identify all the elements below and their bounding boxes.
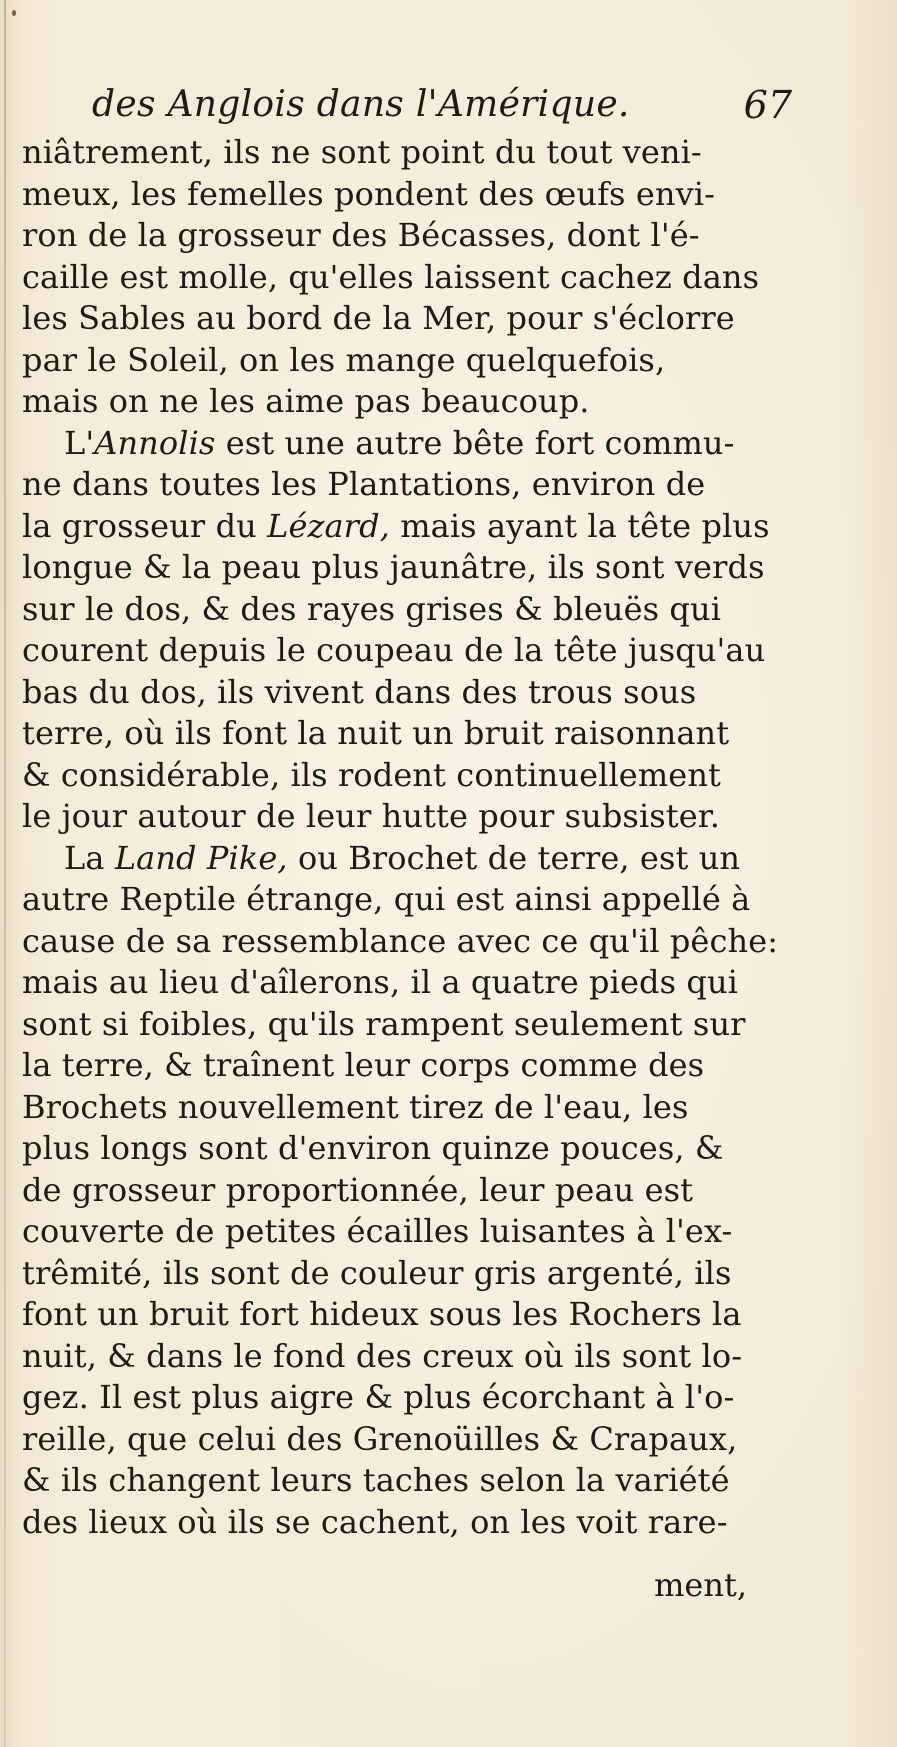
body-text	[22, 132, 779, 1543]
text-span: La	[64, 838, 115, 877]
text-span: la grosseur du	[22, 506, 268, 545]
running-head: des Anglois dans l'Amérique.	[92, 84, 630, 125]
text-span: L'	[64, 423, 95, 462]
text-span: ou Brochet de terre, est un	[287, 838, 741, 877]
text-line: courent depuis le coupeau de la tête jusqu'au	[22, 631, 766, 669]
page-header	[92, 80, 792, 130]
text-line	[22, 506, 770, 548]
text-line: & ils changent leurs taches selon la variété	[22, 1461, 730, 1499]
text-line: mais on ne les aime pas beaucoup.	[22, 382, 590, 420]
text-line: bas du dos, ils vivent dans des trous sous	[22, 672, 697, 711]
text-line: cause de sa ressemblance avec ce qu'il pêche:	[22, 921, 779, 960]
text-line: trêmité, ils sont de couleur gris argenté, ils	[22, 1253, 732, 1292]
gutter-shadow	[4, 0, 6, 1747]
paragraph-start-land-pike	[22, 838, 752, 880]
text-line: caille est molle, qu'elles laissent cachez dans	[22, 257, 760, 296]
text-line: plus longs sont d'environ quinze pouces, &	[22, 1129, 724, 1167]
italic-term: Annolis	[94, 423, 216, 462]
text-line: meux, les femelles pondent des œufs envi-	[22, 174, 716, 213]
text-line: ron de la grosseur des Bécasses, dont l'é-	[22, 216, 700, 254]
text-line: reille, que celui des Grenoüilles & Crapaux,	[22, 1419, 738, 1458]
text-line: ne dans toutes les Plantations, environ de	[22, 465, 706, 503]
page-number: 67	[743, 83, 792, 127]
text-line: le jour autour de leur hutte pour subsister.	[22, 797, 720, 835]
italic-term: Land Pike,	[114, 838, 288, 877]
text-line: sur le dos, & des rayes grises & bleuës qui	[22, 589, 722, 628]
text-line: des lieux où ils se cachent, on les voit rare-	[22, 1502, 728, 1541]
text-line: couverte de petites écailles luisantes à l'ex-	[22, 1212, 733, 1250]
ink-spot	[12, 10, 16, 16]
text-line: Brochets nouvellement tirez de l'eau, les	[22, 1087, 689, 1126]
text-line: longue & la peau plus jaunâtre, ils sont verds	[22, 548, 765, 586]
text-line: sont si foibles, qu'ils rampent seulement sur	[22, 1004, 746, 1043]
text-line: terre, où ils font la nuit un bruit raisonnant	[22, 714, 730, 752]
text-span: est une autre bête fort commu-	[215, 423, 735, 462]
text-span: mais ayant la tête plus	[389, 506, 770, 545]
text-line: font un bruit fort hideux sous les Rochers la	[22, 1295, 742, 1333]
text-line: mais au lieu d'aîlerons, il a quatre pieds qui	[22, 963, 738, 1001]
text-line: gez. Il est plus aigre & plus écorchant à l'o-	[22, 1378, 735, 1416]
catchword: ment,	[654, 1566, 747, 1604]
text-line: niâtrement, ils ne sont point du tout veni-	[22, 133, 702, 171]
text-line: nuit, & dans le fond des creux où ils sont lo-	[22, 1336, 743, 1375]
text-line: la terre, & traînent leur corps comme des	[22, 1046, 705, 1084]
text-line: & considérable, ils rodent continuellement	[22, 755, 721, 794]
paragraph-start-annolis	[22, 423, 752, 465]
text-line: les Sables au bord de la Mer, pour s'éclorre	[22, 299, 735, 337]
text-line: de grosseur proportionnée, leur peau est	[22, 1170, 694, 1209]
text-line: autre Reptile étrange, qui est ainsi appellé à	[22, 880, 751, 918]
italic-term: Lézard,	[267, 506, 390, 545]
text-line: par le Soleil, on les mange quelquefois,	[22, 340, 666, 379]
